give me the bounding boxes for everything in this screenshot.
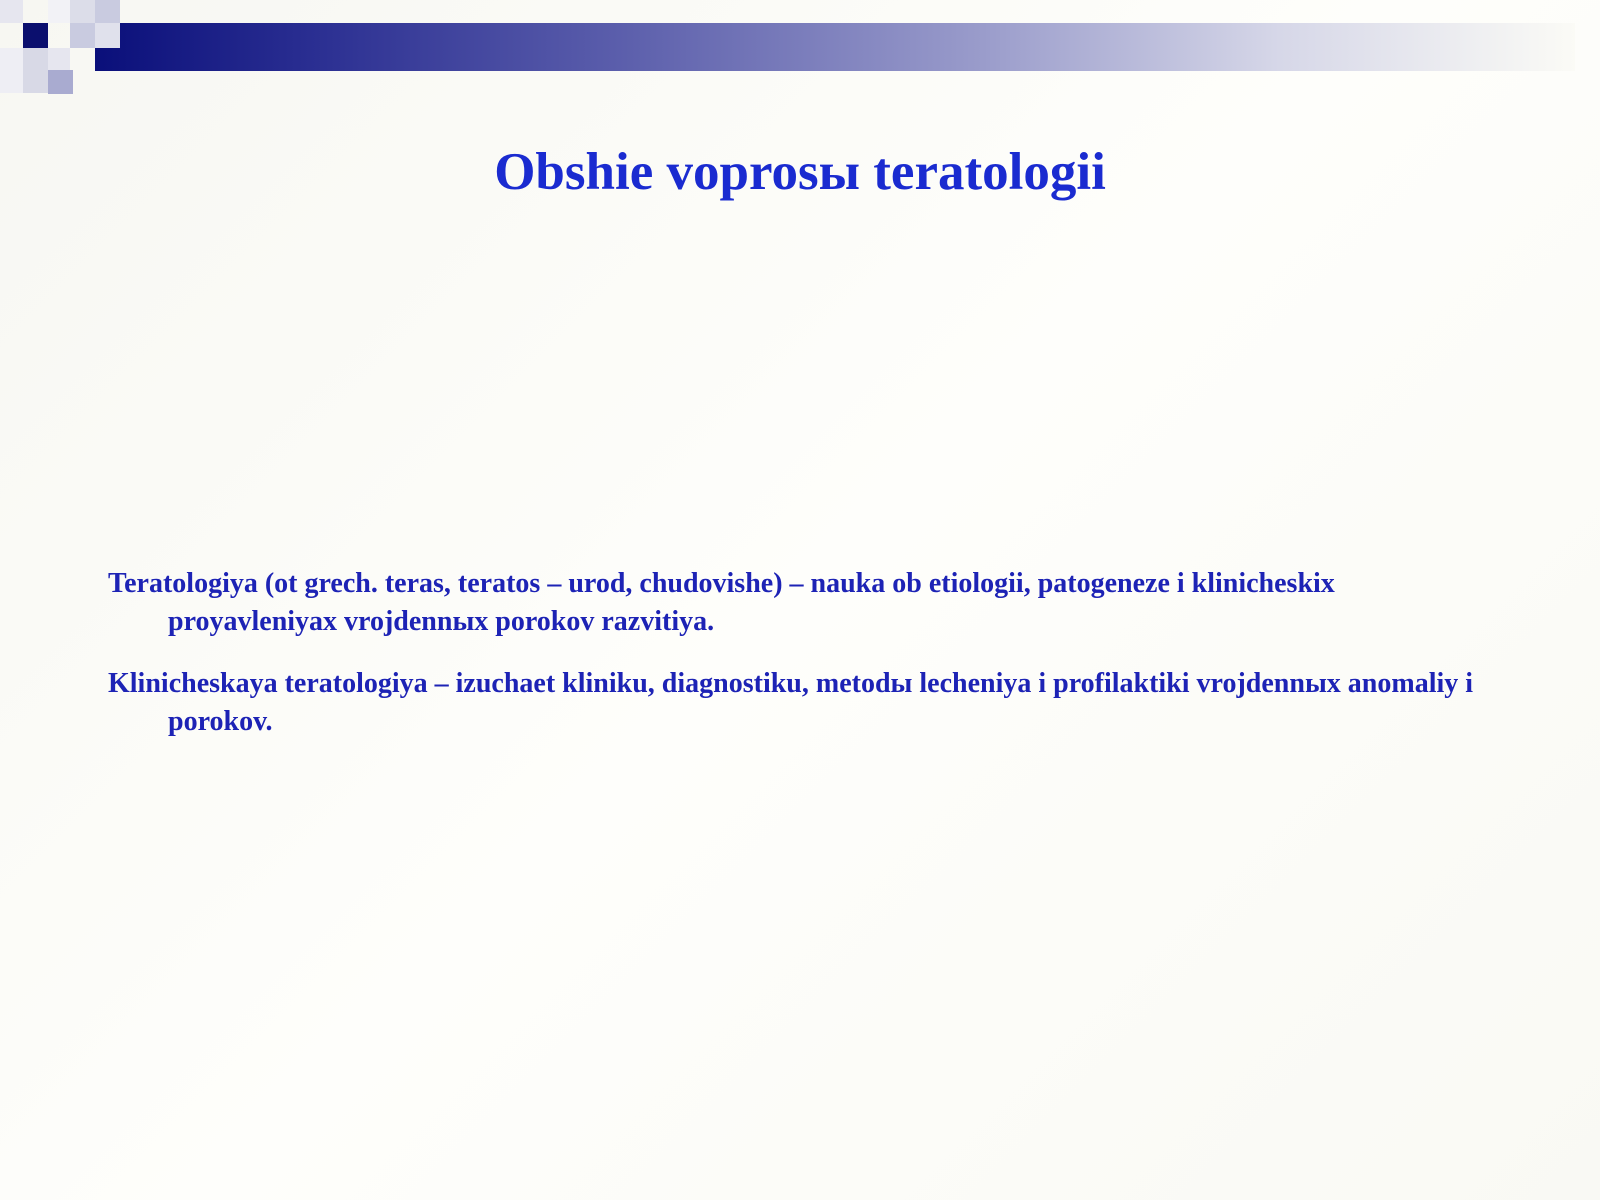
slide-body: [108, 565, 1488, 765]
decor-square: [48, 48, 70, 70]
header-gradient-bar: [95, 23, 1575, 71]
decor-square: [70, 23, 95, 48]
decor-square: [0, 0, 23, 23]
decor-square: [23, 48, 48, 93]
decor-square: [48, 0, 70, 23]
decor-square: [70, 0, 95, 23]
decor-square: [0, 48, 23, 93]
decor-square: [95, 23, 120, 48]
paragraph-clinical: Klinicheskaya teratologiya – izuchaet kliniku, diagnostiku, metodы lecheniya i profilaktiki vrojdennыx anomaliy i porokov.: [108, 668, 1474, 737]
decor-square-dark: [23, 23, 48, 48]
slide-title: Obshie voprosы teratologii: [494, 143, 1106, 201]
decor-square: [95, 0, 120, 23]
decor-square: [48, 70, 73, 94]
paragraph-definition: Teratologiya (ot grech. teras, teratos – urod, chudovishe) – nauka ob etiologii, patogeneze i klinicheskix proyavleniyax vrojdennыx porokov razvitiya.: [108, 568, 1335, 637]
